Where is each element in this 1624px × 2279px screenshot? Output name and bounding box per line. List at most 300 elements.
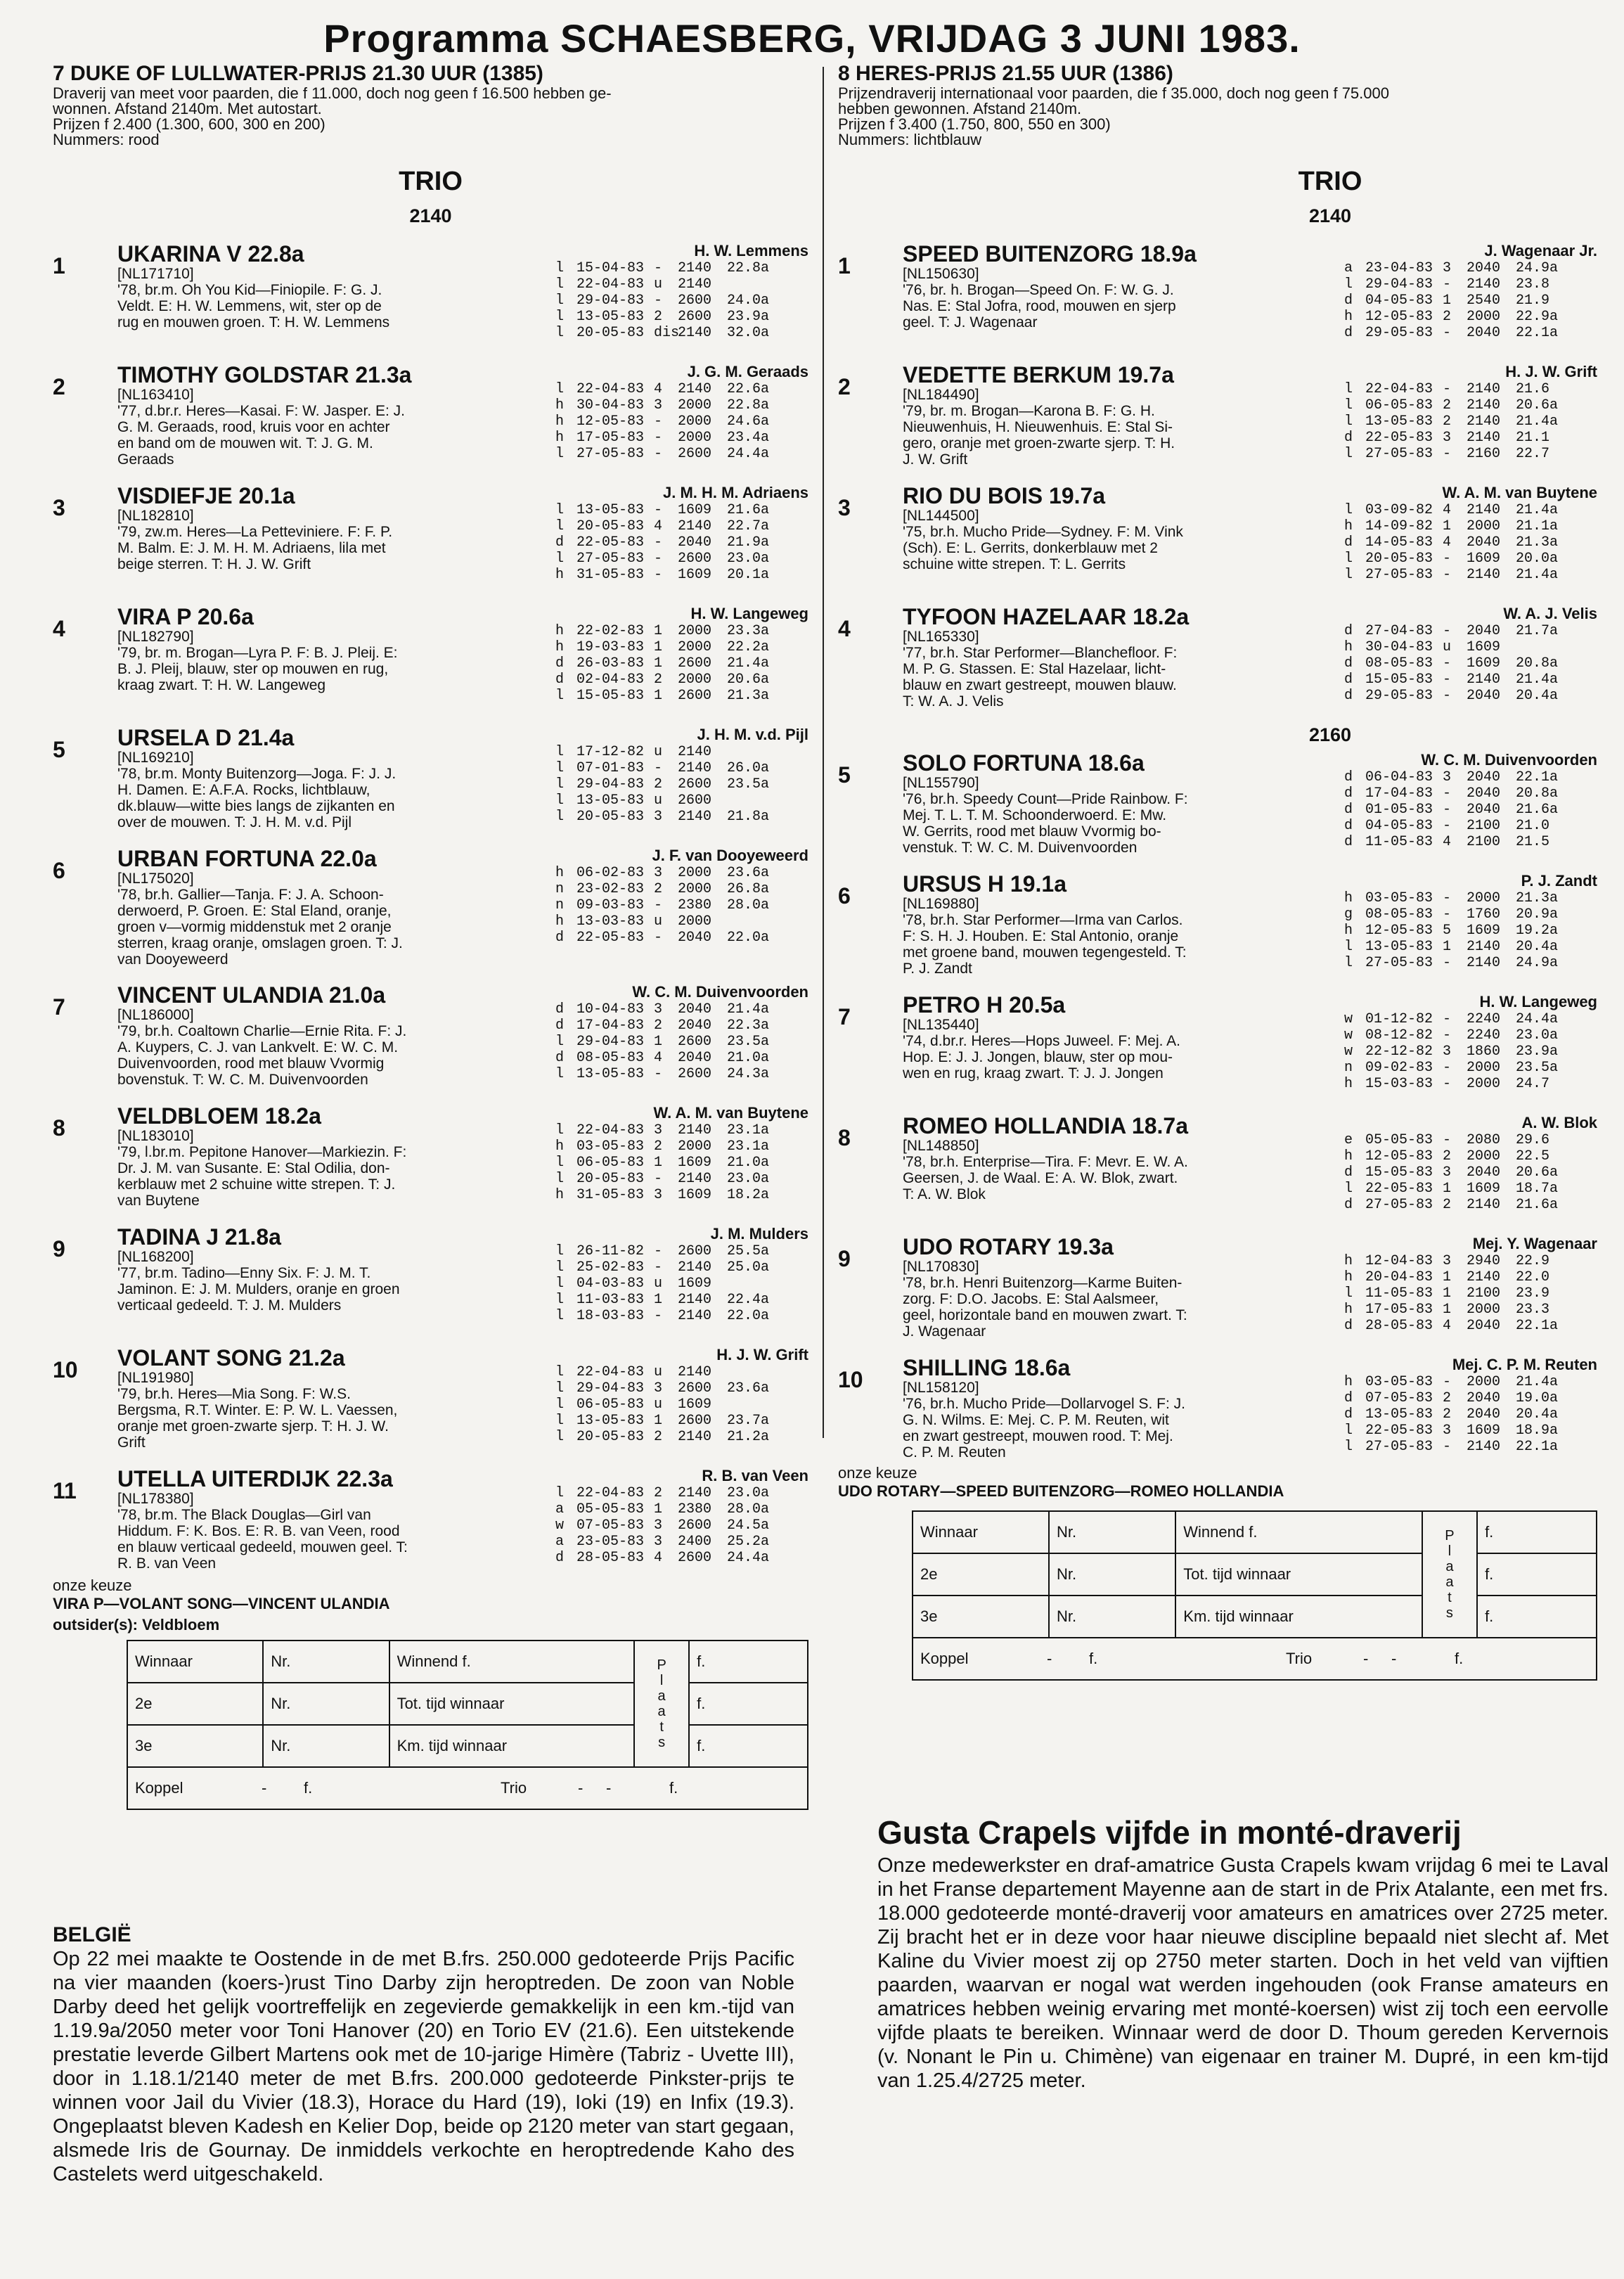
form-cell: 27-05-83 <box>1365 446 1433 462</box>
horse-desc-line: gero, oranje met groen-zwarte sjerp. T: H. <box>903 435 1175 451</box>
horse-name: VINCENT ULANDIA 21.0a <box>117 982 386 1008</box>
horse-info <box>117 726 539 830</box>
form-cell: 24.4a <box>727 446 770 462</box>
form-row <box>1344 923 1597 939</box>
form-cell: 27-04-83 <box>1365 623 1433 639</box>
horse-desc-line: C. P. M. Reuten <box>903 1444 1006 1461</box>
form-row <box>1344 502 1597 518</box>
form-cell: 1 <box>654 655 663 672</box>
horse-desc-line: rug en mouwen groen. T: H. W. Lemmens <box>117 314 390 330</box>
bet-cell[interactable] <box>1049 1596 1175 1638</box>
bet-cell[interactable] <box>913 1596 1049 1638</box>
form-cell: 2140 <box>678 325 712 341</box>
form-cell: u <box>1443 639 1452 655</box>
form-cell: 14-05-83 <box>1365 534 1433 551</box>
horse-name: VELDBLOEM 18.2a <box>117 1103 321 1129</box>
form-cell: 2100 <box>1467 834 1501 850</box>
form-cell: - <box>1443 1011 1452 1027</box>
form-row <box>1344 397 1597 413</box>
horse-desc-line: derwoerd, P. Groen. E: Stal Eland, oranje, <box>117 903 392 919</box>
form-cell: 22-04-83 <box>1365 381 1433 397</box>
bet-cell[interactable] <box>1175 1596 1422 1638</box>
form-cell <box>727 744 776 760</box>
form-cell: 2140 <box>678 744 712 760</box>
trainer-name: P. J. Zandt <box>1521 872 1597 890</box>
race-heading: 7 DUKE OF LULLWATER-PRIJS 21.30 UUR (1385) <box>53 62 543 85</box>
form-cell: 12-05-83 <box>1365 923 1433 939</box>
form-cell: l <box>555 1429 565 1445</box>
bet-cell[interactable] <box>389 1641 635 1683</box>
form-row <box>1344 293 1597 309</box>
form-cell: l <box>555 688 565 704</box>
trainer-name: H. J. W. Grift <box>716 1346 808 1363</box>
horse-desc-line: '79, br. m. Brogan—Karona B. F: G. H. <box>903 403 1155 419</box>
koppel-trio-part: f. <box>1455 1650 1464 1667</box>
form-cell: 09-02-83 <box>1365 1060 1433 1076</box>
horse-info <box>117 847 539 968</box>
horse-number: 1 <box>53 253 65 278</box>
horse-info <box>903 751 1325 856</box>
form-cell: 2040 <box>1467 1164 1501 1181</box>
horse-number: 4 <box>53 616 65 641</box>
form-cell: 2 <box>1443 1148 1452 1164</box>
horse-entry <box>838 1114 1597 1219</box>
trainer-name: W. A. J. Velis <box>1503 605 1597 622</box>
horse-form <box>555 242 808 341</box>
form-cell: 3 <box>654 1122 663 1138</box>
form-cell: - <box>654 446 663 462</box>
form-cell: 3 <box>654 1517 663 1534</box>
horse-desc-line: A. Kuypers, C. J. van Lankvelt. E: W. C. M. <box>117 1039 399 1055</box>
form-cell: 27-05-83 <box>1365 955 1433 971</box>
bet-cell[interactable] <box>127 1683 263 1725</box>
form-cell: 22.7a <box>727 518 770 534</box>
form-cell: 18.7a <box>1516 1181 1559 1197</box>
form-cell: 13-05-83 <box>576 792 645 809</box>
form-cell: 1609 <box>1467 1181 1501 1197</box>
form-row <box>555 1501 808 1517</box>
bet-row <box>913 1553 1597 1596</box>
form-cell: l <box>555 1034 565 1050</box>
plaats-label: P l a a t s <box>657 1657 666 1750</box>
form-cell: 2000 <box>678 672 712 688</box>
form-cell: - <box>1443 325 1452 341</box>
form-row <box>1344 1406 1597 1423</box>
form-cell: d <box>555 1017 565 1034</box>
form-cell: 2000 <box>678 865 712 881</box>
race-desc-line: Prijzendraverij internationaal voor paarden, die f 35.000, doch nog geen f 75.000 <box>838 84 1389 102</box>
form-cell: 25.5a <box>727 1243 770 1259</box>
form-cell: l <box>555 1276 565 1292</box>
form-cell: 2040 <box>1467 802 1501 818</box>
bet-cell[interactable] <box>913 1511 1049 1553</box>
horse-desc-line: Jaminon. E: J. M. Mulders, oranje en groen <box>117 1281 400 1297</box>
form-cell: l <box>555 276 565 293</box>
form-cell: l <box>555 551 565 567</box>
horse-info <box>903 1356 1325 1461</box>
form-cell: 1609 <box>1467 655 1501 672</box>
horse-form <box>1344 1235 1597 1334</box>
form-cell: 2100 <box>1467 1285 1501 1302</box>
trainer-name: W. A. M. van Buytene <box>1442 484 1597 501</box>
form-cell: 23.0a <box>727 1485 770 1501</box>
form-cell: 2 <box>654 672 663 688</box>
form-cell: w <box>555 1517 565 1534</box>
form-cell: 2000 <box>678 413 712 430</box>
horse-desc-line: R. B. van Veen <box>117 1555 217 1572</box>
form-cell: 20-04-83 <box>1365 1269 1433 1285</box>
form-cell: 24.9a <box>1516 955 1559 971</box>
form-cell: 4 <box>654 1550 663 1566</box>
horse-info <box>117 242 539 330</box>
article-section <box>877 1814 1609 2093</box>
horse-number: 5 <box>53 737 65 762</box>
form-cell: 23.0a <box>727 1171 770 1187</box>
form-cell: 25-02-83 <box>576 1259 645 1276</box>
bet-cell[interactable] <box>263 1683 389 1725</box>
form-cell: 21.4a <box>1516 567 1559 583</box>
horse-desc-line: M. Balm. E: J. M. H. M. Adriaens, lila met <box>117 540 386 556</box>
horse-desc-line: '78, br.h. Enterprise—Tira. F: Mevr. E. W. A. <box>903 1154 1188 1170</box>
bet-row <box>127 1683 808 1725</box>
form-cell: 2140 <box>1467 502 1501 518</box>
bet-cell[interactable] <box>689 1725 808 1767</box>
bet-cell[interactable] <box>1049 1553 1175 1596</box>
form-cell <box>727 276 776 293</box>
form-row <box>1344 534 1597 551</box>
horse-desc-line: dk.blauw—witte bies langs de zijkanten en <box>117 798 395 814</box>
bet-row <box>127 1767 808 1809</box>
form-cell: 2140 <box>1467 1439 1501 1455</box>
race-desc-line: Nummers: rood <box>53 131 160 148</box>
form-row <box>1344 325 1597 341</box>
form-cell: 03-05-83 <box>1365 1374 1433 1390</box>
form-cell: 2600 <box>678 551 712 567</box>
form-cell: 2000 <box>678 913 712 930</box>
form-cell: - <box>1443 802 1452 818</box>
horse-name: VIRA P 20.6a <box>117 604 254 629</box>
form-cell: h <box>555 1187 565 1203</box>
form-cell: - <box>1443 1374 1452 1390</box>
form-cell: 1760 <box>1467 906 1501 923</box>
form-cell: - <box>654 534 663 551</box>
form-cell: l <box>555 1066 565 1082</box>
form-cell: 20-05-83 <box>576 518 645 534</box>
form-cell: - <box>654 502 663 518</box>
form-cell: 2000 <box>1467 309 1501 325</box>
horse-info <box>903 1114 1325 1202</box>
form-cell: 2 <box>654 1138 663 1155</box>
form-cell: - <box>654 1171 663 1187</box>
form-cell: 15-05-83 <box>1365 1164 1433 1181</box>
form-cell: - <box>654 567 663 583</box>
form-cell: 2140 <box>1467 430 1501 446</box>
form-cell: 1 <box>654 623 663 639</box>
form-cell: 1609 <box>678 502 712 518</box>
bet-cell[interactable] <box>689 1683 808 1725</box>
form-cell: 05-05-83 <box>576 1501 645 1517</box>
form-cell: 22.1a <box>1516 325 1559 341</box>
form-cell: 2040 <box>1467 785 1501 802</box>
form-cell: 20-05-83 <box>576 1429 645 1445</box>
form-cell: 22.5 <box>1516 1148 1550 1164</box>
horse-entry <box>838 993 1597 1098</box>
form-row <box>555 397 808 413</box>
horse-desc-line: [NL165330] <box>903 629 979 645</box>
form-cell: 24.6a <box>727 413 770 430</box>
bet-cell[interactable] <box>1477 1511 1597 1553</box>
horse-desc-line: en zwart gestreept, mouwen rood. T: Mej. <box>903 1428 1173 1444</box>
horse-desc-line: [NL148850] <box>903 1138 979 1154</box>
form-cell: 3 <box>654 865 663 881</box>
trainer-name: W. A. M. van Buytene <box>653 1104 808 1122</box>
form-cell: 07-05-83 <box>1365 1390 1433 1406</box>
form-row <box>555 1397 808 1413</box>
form-cell: d <box>1344 1390 1353 1406</box>
bet-cell[interactable] <box>263 1725 389 1767</box>
horse-desc-line: groen v—vormig middenstuk met 2 oranje <box>117 919 392 935</box>
bet-cell-label: f. <box>697 1695 706 1712</box>
horse-desc-line: [NL155790] <box>903 775 979 791</box>
horse-desc-line: [NL170830] <box>903 1259 979 1275</box>
form-row <box>555 567 808 583</box>
form-row <box>555 1034 808 1050</box>
bet-cell[interactable] <box>389 1725 635 1767</box>
horse-desc-line: [NL169880] <box>903 896 979 912</box>
bet-cell[interactable] <box>1477 1553 1597 1596</box>
form-cell: d <box>1344 293 1353 309</box>
form-cell: a <box>1344 260 1353 276</box>
bet-cell[interactable] <box>263 1641 389 1683</box>
form-cell: 2 <box>654 309 663 325</box>
horse-desc-line: T: W. A. J. Velis <box>903 693 1004 710</box>
horse-number: 8 <box>53 1115 65 1141</box>
form-cell: 2940 <box>1467 1253 1501 1269</box>
horse-form <box>555 726 808 825</box>
form-cell: w <box>1344 1027 1353 1044</box>
bet-cell[interactable] <box>1049 1511 1175 1553</box>
form-cell: 21.4a <box>727 655 770 672</box>
form-cell: 2140 <box>678 518 712 534</box>
form-cell: 19-03-83 <box>576 639 645 655</box>
form-cell: 19.0a <box>1516 1390 1559 1406</box>
form-cell: 2140 <box>678 760 712 776</box>
bet-cell-label: Winnend f. <box>1183 1523 1258 1541</box>
horse-desc-line: '76, br. h. Brogan—Speed On. F: W. G. J. <box>903 282 1174 298</box>
horse-entry <box>838 605 1597 710</box>
form-cell: 2240 <box>1467 1027 1501 1044</box>
form-row <box>1344 1011 1597 1027</box>
bet-cell-label: Nr. <box>1056 1523 1077 1541</box>
form-cell: h <box>555 623 565 639</box>
bet-cell[interactable] <box>127 1725 263 1767</box>
form-cell: 2 <box>1443 1406 1452 1423</box>
form-row <box>555 446 808 462</box>
form-cell: 1609 <box>1467 551 1501 567</box>
article-title: Gusta Crapels vijfde in monté-draverij <box>877 1814 1462 1851</box>
bet-cell[interactable] <box>913 1553 1049 1596</box>
form-cell: l <box>555 1308 565 1324</box>
koppel-trio-cell[interactable] <box>127 1767 808 1809</box>
bet-cell-label: Tot. tijd winnaar <box>397 1695 505 1712</box>
form-cell: h <box>1344 1076 1353 1092</box>
form-cell: n <box>555 897 565 913</box>
form-cell: 21.3a <box>727 688 770 704</box>
form-row <box>555 276 808 293</box>
form-row <box>555 760 808 776</box>
form-row <box>555 1485 808 1501</box>
form-row <box>1344 655 1597 672</box>
trainer-name: J. H. M. v.d. Pijl <box>697 726 808 743</box>
form-cell: 22-12-82 <box>1365 1044 1433 1060</box>
trainer-name: J. G. M. Geraads <box>687 363 808 380</box>
form-cell: 03-05-83 <box>1365 890 1433 906</box>
form-cell: d <box>1344 430 1353 446</box>
bet-cell[interactable] <box>127 1641 263 1683</box>
form-cell: 2600 <box>678 776 712 792</box>
form-cell: 2 <box>1443 309 1452 325</box>
form-cell: 2140 <box>678 276 712 293</box>
race-desc-line: Prijzen f 3.400 (1.750, 800, 550 en 300) <box>838 115 1111 133</box>
form-cell: l <box>555 1122 565 1138</box>
form-cell: h <box>555 397 565 413</box>
bet-cell[interactable] <box>1477 1596 1597 1638</box>
bet-cell-label: 3e <box>135 1737 153 1754</box>
horse-desc-line: Dr. J. M. van Susante. E: Stal Odilia, don- <box>117 1160 390 1176</box>
form-cell: l <box>1344 381 1353 397</box>
form-cell: 13-05-83 <box>576 309 645 325</box>
bet-cell-label: Winnaar <box>920 1523 978 1541</box>
form-cell: - <box>654 413 663 430</box>
form-cell: 07-01-83 <box>576 760 645 776</box>
form-cell: 22-04-83 <box>576 1485 645 1501</box>
form-row <box>555 1243 808 1259</box>
form-cell: d <box>1344 688 1353 704</box>
horse-desc-line: bovenstuk. T: W. C. M. Duivenvoorden <box>117 1072 368 1088</box>
bet-cell[interactable] <box>1175 1553 1422 1596</box>
form-cell: 2 <box>654 1485 663 1501</box>
form-row <box>1344 623 1597 639</box>
form-cell: l <box>555 293 565 309</box>
bet-cell[interactable] <box>389 1683 635 1725</box>
form-row <box>555 865 808 881</box>
form-cell: 14-09-82 <box>1365 518 1433 534</box>
form-cell: 11-03-83 <box>576 1292 645 1308</box>
bet-row <box>913 1596 1597 1638</box>
horse-desc-line: schuine witte strepen. T: L. Gerrits <box>903 556 1126 572</box>
form-cell: 29-04-83 <box>1365 276 1433 293</box>
form-row <box>1344 1439 1597 1455</box>
form-cell: 32.0a <box>727 325 770 341</box>
form-cell: 4 <box>1443 834 1452 850</box>
form-cell: 18.9a <box>1516 1423 1559 1439</box>
form-cell: 06-05-83 <box>576 1397 645 1413</box>
form-cell: 21.6a <box>727 502 770 518</box>
form-row <box>555 1517 808 1534</box>
form-cell: l <box>1344 446 1353 462</box>
form-cell: 13-05-83 <box>576 1066 645 1082</box>
form-cell: 08-05-83 <box>1365 655 1433 672</box>
form-cell: 28-05-83 <box>576 1550 645 1566</box>
koppel-trio-part: Koppel <box>135 1779 183 1797</box>
form-row <box>1344 1076 1597 1092</box>
form-cell: l <box>1344 939 1353 955</box>
horse-entry <box>53 1225 808 1330</box>
form-cell: d <box>1344 672 1353 688</box>
form-cell: w <box>1344 1011 1353 1027</box>
form-cell: 2600 <box>678 655 712 672</box>
horse-info <box>117 605 539 693</box>
form-cell: 04-05-83 <box>1365 293 1433 309</box>
trainer-name: H. W. Lemmens <box>694 242 808 259</box>
form-cell: h <box>1344 1253 1353 1269</box>
koppel-trio-cell[interactable] <box>913 1638 1597 1680</box>
horse-desc-line: '79, br. m. Brogan—Lyra P. F: B. J. Pleij. E: <box>117 645 398 661</box>
form-cell: 22-05-83 <box>576 534 645 551</box>
horse-desc-line: [NL184490] <box>903 387 979 403</box>
form-cell: 20-05-83 <box>576 809 645 825</box>
form-row <box>1344 1181 1597 1197</box>
form-cell: 05-05-83 <box>1365 1132 1433 1148</box>
horse-desc-line: (Sch). E: L. Gerrits, donkerblauw met 2 <box>903 540 1158 556</box>
horse-form <box>1344 1114 1597 1213</box>
form-cell: l <box>555 776 565 792</box>
form-cell: 20.8a <box>1516 655 1559 672</box>
form-cell: h <box>555 567 565 583</box>
horse-form <box>1344 1356 1597 1455</box>
form-cell: l <box>1344 502 1353 518</box>
form-cell: 2080 <box>1467 1132 1501 1148</box>
form-cell: 23.9a <box>727 309 770 325</box>
form-cell: l <box>555 518 565 534</box>
form-cell: - <box>654 1243 663 1259</box>
form-cell: d <box>1344 785 1353 802</box>
form-cell: d <box>555 534 565 551</box>
bet-table <box>912 1510 1597 1681</box>
form-cell: 2100 <box>1467 818 1501 834</box>
form-cell: l <box>555 1413 565 1429</box>
horse-name: SOLO FORTUNA 18.6a <box>903 750 1145 776</box>
bet-cell[interactable] <box>634 1641 689 1767</box>
form-cell: 4 <box>654 518 663 534</box>
form-cell: h <box>1344 1269 1353 1285</box>
trainer-name: H. J. W. Grift <box>1505 363 1597 380</box>
bet-cell[interactable] <box>1175 1511 1422 1553</box>
form-cell: 2140 <box>678 1429 712 1445</box>
form-cell: 23-02-83 <box>576 881 645 897</box>
form-cell: dis <box>654 325 680 341</box>
form-cell: 2600 <box>678 1034 712 1050</box>
form-cell: d <box>1344 325 1353 341</box>
horse-info <box>117 1346 539 1451</box>
form-cell: 2040 <box>1467 769 1501 785</box>
form-cell: 2000 <box>678 397 712 413</box>
horse-desc-line: Veldt. E: H. W. Lemmens, wit, ster op de <box>117 298 382 314</box>
form-cell: l <box>1344 1423 1353 1439</box>
form-cell: 2040 <box>1467 325 1501 341</box>
form-cell: 20.4a <box>1516 688 1559 704</box>
horse-desc-line: '77, d.br.r. Heres—Kasai. F: W. Jasper. E: J. <box>117 403 405 419</box>
bet-cell[interactable] <box>689 1641 808 1683</box>
form-cell: d <box>1344 818 1353 834</box>
form-cell: d <box>1344 1406 1353 1423</box>
bet-cell[interactable] <box>1422 1511 1477 1638</box>
horse-info <box>903 605 1325 710</box>
form-cell: - <box>654 1259 663 1276</box>
horse-info <box>903 1235 1325 1340</box>
form-cell: 3 <box>1443 1044 1452 1060</box>
form-cell: 11-05-83 <box>1365 1285 1433 1302</box>
